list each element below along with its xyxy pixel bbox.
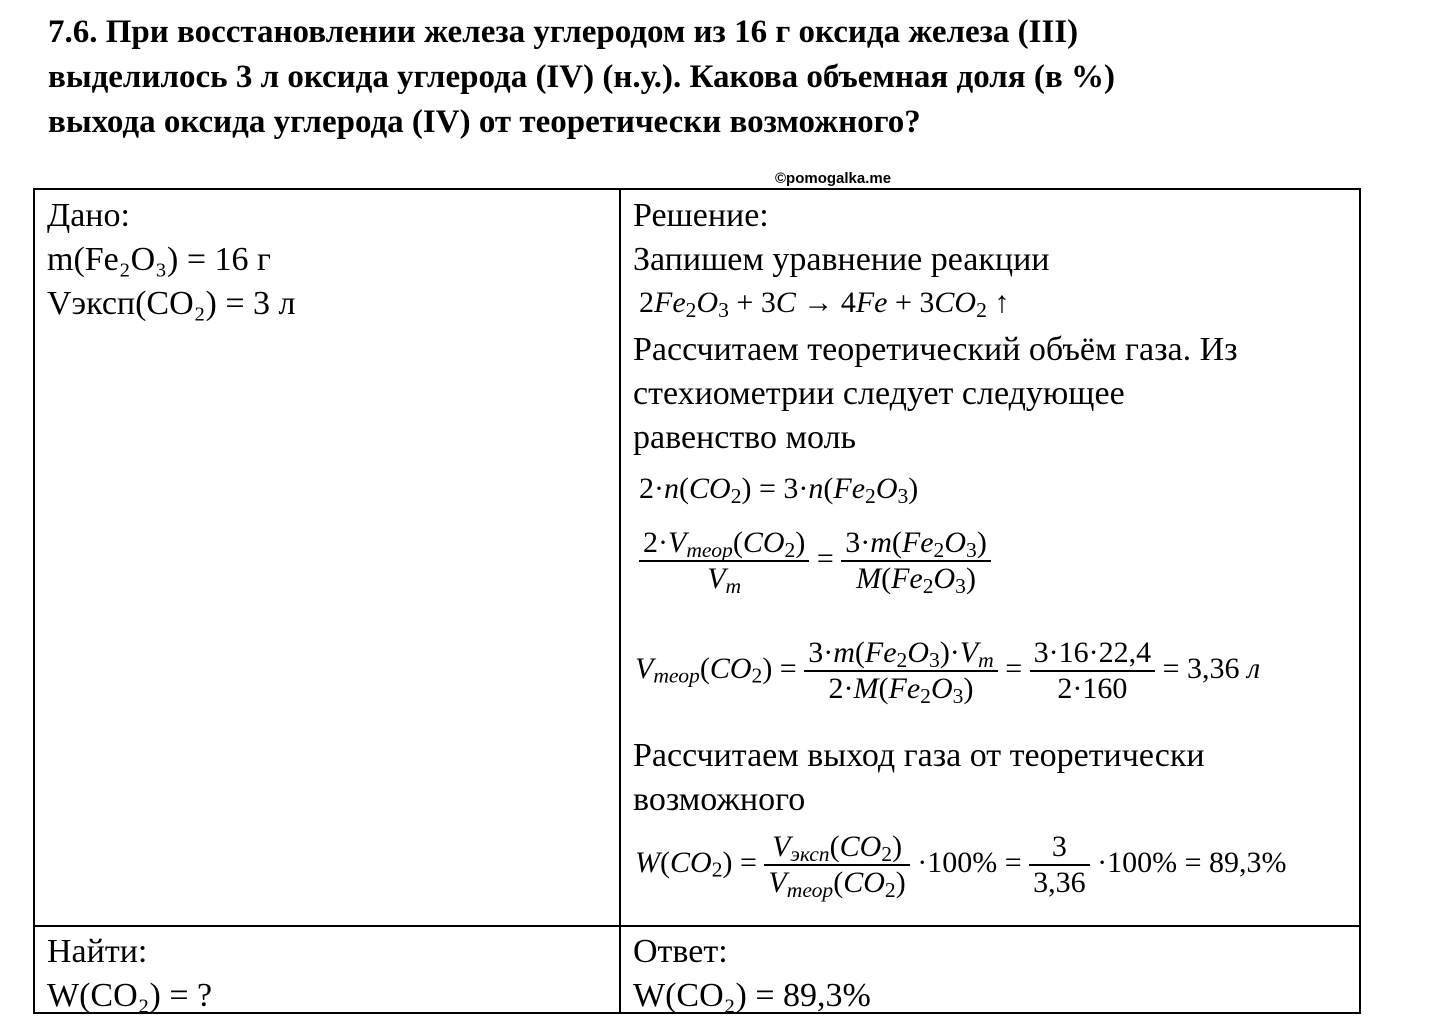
solution-cell xyxy=(633,194,1238,460)
answer-cell xyxy=(633,930,871,1018)
solution-step-2-line-1: Рассчитаем теоретический объём газа. Из xyxy=(633,331,1238,368)
solution-step-3 xyxy=(633,734,1205,822)
find-label: Найти: xyxy=(47,933,148,970)
watermark: ©pomogalka.me xyxy=(775,170,892,187)
solution-step-3-line-2: возможного xyxy=(633,781,806,818)
reaction-equation: $2Fe_2O_3 + 3C \to 4Fe + 3CO_2$ ↑ xyxy=(639,286,1010,322)
find-target: W(CO₂) = ? xyxy=(47,977,213,1014)
yield-formula: $W(CO_2)$ = $\frac{V_{эксп}(CO_2)}{V_{теор}(CO_2)}$ ·100% = $\frac{3}{3,36}$ ·100% = 89,3% xyxy=(635,830,1287,902)
given-cell xyxy=(47,194,295,326)
column-divider xyxy=(619,190,621,1012)
problem-line-2: выделилось 3 л оксида углерода (IV) (н.у.). Какова объемная доля (в %) xyxy=(48,59,1115,95)
solution-label: Решение: xyxy=(633,197,769,234)
solution-step-1: Запишем уравнение реакции xyxy=(633,241,1050,278)
solution-table xyxy=(33,188,1361,1014)
solution-step-2-line-2: стехиометрии следует следующее xyxy=(633,375,1125,412)
answer-value: W(CO₂) = 89,3% xyxy=(633,977,871,1014)
solution-step-3-line-1: Рассчитаем выход газа от теоретически xyxy=(633,737,1205,774)
row-divider xyxy=(35,925,1359,927)
given-mass: m(Fe₂O₃) = 16 г xyxy=(47,241,271,278)
given-volume: Vэксп(CO₂) = 3 л xyxy=(47,285,296,322)
problem-line-3: выхода оксида углерода (IV) от теоретически возможного? xyxy=(48,104,921,140)
problem-line-1: 7.6. При восстановлении железа углеродом из 16 г оксида железа (III) xyxy=(48,14,1079,50)
answer-label: Ответ: xyxy=(633,933,728,970)
solution-step-2-line-3: равенство моль xyxy=(633,419,857,456)
mole-equality-formula: $2\cdot n(CO_2) = 3\cdot n(Fe_2O_3)$ xyxy=(639,472,919,508)
theoretical-volume-formula: $V_{теор}(CO_2)$ = $\frac{3\cdot m(Fe_2O_3)\cdot V_m}{2\cdot M(Fe_2O_3)}$ = $\frac{3\cdot 16\cdot 22,4}{2\cdot 160}$ = 3,36 л xyxy=(635,636,1261,708)
proportion-formula: $\frac{2\cdot V_{теор}(CO_2)}{V_m}$ = $\frac{3\cdot m(Fe_2O_3)}{M(Fe_2O_3)}$ xyxy=(639,526,991,596)
given-label: Дано: xyxy=(47,197,130,234)
find-cell xyxy=(47,930,212,1018)
problem-statement xyxy=(48,10,1408,145)
